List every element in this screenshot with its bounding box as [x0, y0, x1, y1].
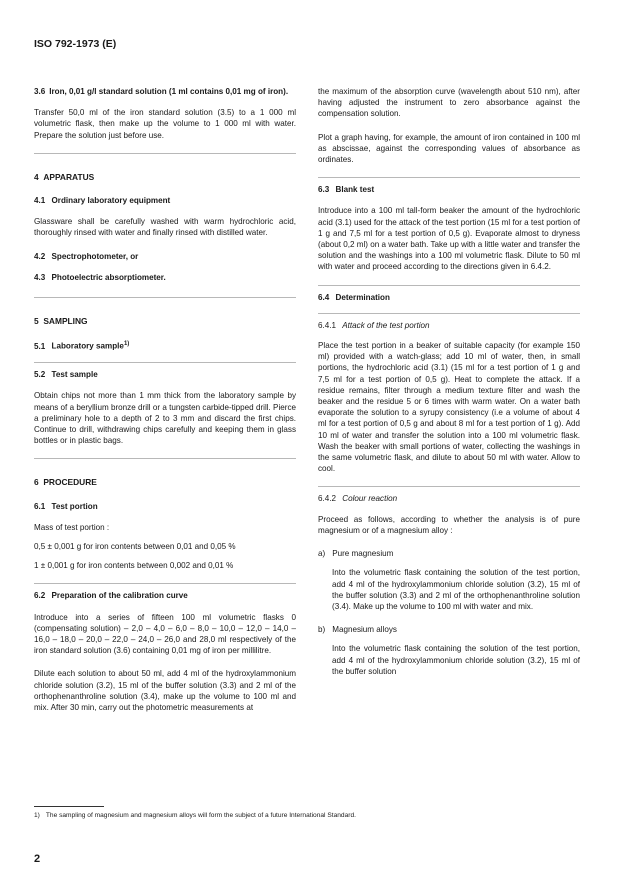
section-5-1-heading [34, 339, 296, 352]
section-number: 6.3 [318, 185, 330, 195]
section-number: 6.1 [34, 501, 46, 511]
footnote-ref: 1) [123, 341, 130, 348]
item-b-heading [318, 624, 580, 635]
section-5-heading [34, 316, 296, 327]
footnote-divider [34, 806, 104, 807]
item-label: b) [318, 625, 326, 635]
section-number: 6 [34, 477, 39, 488]
section-number: 4.2 [34, 251, 46, 261]
section-6-1-heading [34, 501, 296, 512]
section-title: Blank test [335, 185, 375, 195]
section-title: SAMPLING [43, 316, 88, 327]
section-number: 3.6 [34, 87, 46, 96]
divider [34, 153, 296, 154]
section-6-4-1-heading [318, 320, 580, 331]
left-column [34, 86, 296, 725]
section-number: 5.2 [34, 370, 46, 380]
section-4-3-heading [34, 272, 296, 283]
section-3-6-heading [34, 86, 296, 97]
section-title: Laboratory sample [51, 341, 124, 351]
divider [318, 177, 580, 178]
divider [318, 285, 580, 286]
section-title: Attack of the test portion [342, 320, 430, 330]
section-number: 4 [34, 171, 39, 182]
page-header: ISO 792-1973 (E) [34, 38, 117, 50]
section-title: Test sample [51, 370, 98, 380]
section-title: PROCEDURE [43, 477, 97, 488]
section-number: 4.3 [34, 272, 46, 282]
section-4-2-heading [34, 251, 296, 262]
section-6-2-text: Introduce into a series of fifteen 100 ml volumetric flasks 0 (compensating solution) – 2,0 – 4,0 – 6,0 – 8,0 – 10,0 – 12,0 – 14,0 – 16,0 – 18,0 – 20,0 – 22,0 – 24,0 – 26,0 and 28,0 ml respectively of the iron standard solution (3.6) containing 0,01 mg of iron per millilitre. [34, 612, 296, 656]
section-number: 6.4.1 [318, 320, 337, 330]
section-number: 6.4 [318, 292, 330, 302]
item-a-text: Into the volumetric flask containing the solution of the test portion, add 4 ml of the hydroxylammonium chloride solution (3.2), 15 ml of the buffer solution (3.3) and 2 ml of the orthophenanthroline solution (3.4). Make up the volume to 100 ml with water and mix. [332, 568, 580, 611]
section-4-heading [34, 172, 296, 183]
divider [34, 297, 296, 298]
section-title: Iron, 0,01 g/l standard solution (1 ml contains 0,01 mg of iron). [49, 87, 289, 96]
item-label: a) [318, 549, 326, 559]
section-6-4-1-text: Place the test portion in a beaker of suitable capacity (for example 150 ml) provided with a watch-glass; add 10 ml of water, then, in small portions, the hydrochloric acid (3.1) (15 ml for a test portion of 1 g and 7,5 ml for a test portion of 0,5 g). Heat to complete the attack. If a residue remains, filter through a medium texture filter and wash the beaker and the residue 5 or 6 times with warm water. On a water bath evaporate the solution to a syrupy consistency (i.e a volume of about 4 ml for a test portion of 0,5 g and about 8 ml for a test portion of 1 g). Add 10 ml of water and transfer the solution into a 100 ml volumetric flask. Wash the beaker with small portions of water, collecting the washings in the same volumetric flask, and dilute to about 50 ml with water. Allow to cool. [318, 341, 580, 474]
continued-text: the maximum of the absorption curve (wavelength about 510 nm), after having adjusted the instrument to zero absorbance against the compensation solution. [318, 87, 580, 119]
section-title: Test portion [51, 501, 98, 511]
section-number: 5.1 [34, 341, 46, 351]
divider [34, 458, 296, 459]
section-6-1-line: 1 ± 0,001 g for iron contents between 0,002 and 0,01 % [34, 561, 234, 571]
continued-text: Plot a graph having, for example, the amount of iron contained in 100 ml as abscissae, against the corresponding values of absorbance as ordinates. [318, 132, 580, 165]
item-b-text: Into the volumetric flask containing the solution of the test portion, add 4 ml of the hydroxylammonium chloride solution (3.2), 15 ml of the buffer solution [332, 644, 580, 676]
section-6-heading [34, 477, 296, 488]
section-title: APPARATUS [43, 171, 95, 182]
section-6-1-text: Mass of test portion : [34, 522, 110, 532]
section-4-1-heading [34, 195, 296, 206]
section-6-4-2-heading [318, 493, 580, 504]
divider [34, 583, 296, 584]
section-number: 5 [34, 316, 39, 327]
section-6-2-text: Dilute each solution to about 50 ml, add 4 ml of the hydroxylammonium chloride solution (3.2), 15 ml of the buffer solution (3.3) and 2 ml of the orthophenanthroline solution (3.4), make up the volume to 100 ml and mix. After 30 min, carry out the photometric measurements at [34, 669, 296, 712]
section-title: Preparation of the calibration curve [51, 591, 188, 601]
item-a-heading [318, 548, 580, 559]
section-6-2-heading [34, 590, 296, 601]
section-3-6-text: Transfer 50,0 ml of the iron standard solution (3.5) to a 1 000 ml volumetric flask, then make up the volume to 1 000 ml with water. Prepare the solution just before use. [34, 108, 296, 140]
page-number: 2 [34, 853, 41, 865]
item-title: Magnesium alloys [332, 625, 397, 635]
section-6-3-text: Introduce into a 100 ml tall-form beaker the amount of the hydrochloric acid (3.1) used for the attack of the test portion (15 ml for a test portion of 1 g and 7,5 ml for a test portion of 0,5 g). Evaporate almost to dryness (about 0,2 ml) on a water bath. Take up with a little water and transfer the solution and the washings into a 100 ml volumetric flask. Dilute to 50 ml with water and proceed according to the directions given in 6.4.2. [318, 206, 580, 272]
footnote-number: 1) [34, 812, 40, 819]
section-6-4-heading [318, 292, 580, 303]
section-6-1-line: 0,5 ± 0,001 g for iron contents between 0,01 and 0,05 % [34, 541, 236, 551]
section-title: Ordinary laboratory equipment [51, 196, 171, 206]
section-number: 4.1 [34, 196, 46, 206]
divider [318, 313, 580, 314]
section-title: Spectrophotometer, or [51, 251, 139, 261]
right-column [318, 86, 580, 689]
section-6-3-heading [318, 184, 580, 195]
section-6-4-2-text: Proceed as follows, according to whether the analysis is of pure magnesium or of a magnesium alloy : [318, 514, 580, 535]
divider [34, 362, 296, 363]
section-5-2-heading [34, 369, 296, 380]
section-5-2-text: Obtain chips not more than 1 mm thick from the laboratory sample by means of a beryllium bronze drill or a tungsten carbide-tipped drill. Pierce a preliminary hole to a depth of 2 to 3 mm and discard the first chips. Continue to drill, withdrawing chips carefully and keeping them in glass bottles or in plastic bags. [34, 391, 296, 446]
footnote-text: The sampling of magnesium and magnesium alloys will form the subject of a future International Standard. [45, 812, 356, 819]
footnote [34, 812, 594, 819]
item-title: Pure magnesium [332, 549, 394, 559]
section-title: Colour reaction [342, 494, 398, 504]
divider [318, 486, 580, 487]
section-number: 6.4.2 [318, 494, 337, 504]
section-4-1-text: Glassware shall be carefully washed with warm hydrochloric acid, thoroughly rinsed with water and finally rinsed with distilled water. [34, 217, 296, 238]
section-number: 6.2 [34, 591, 46, 601]
section-title: Determination [335, 292, 390, 302]
section-title: Photoelectric absorptiometer. [51, 272, 166, 282]
